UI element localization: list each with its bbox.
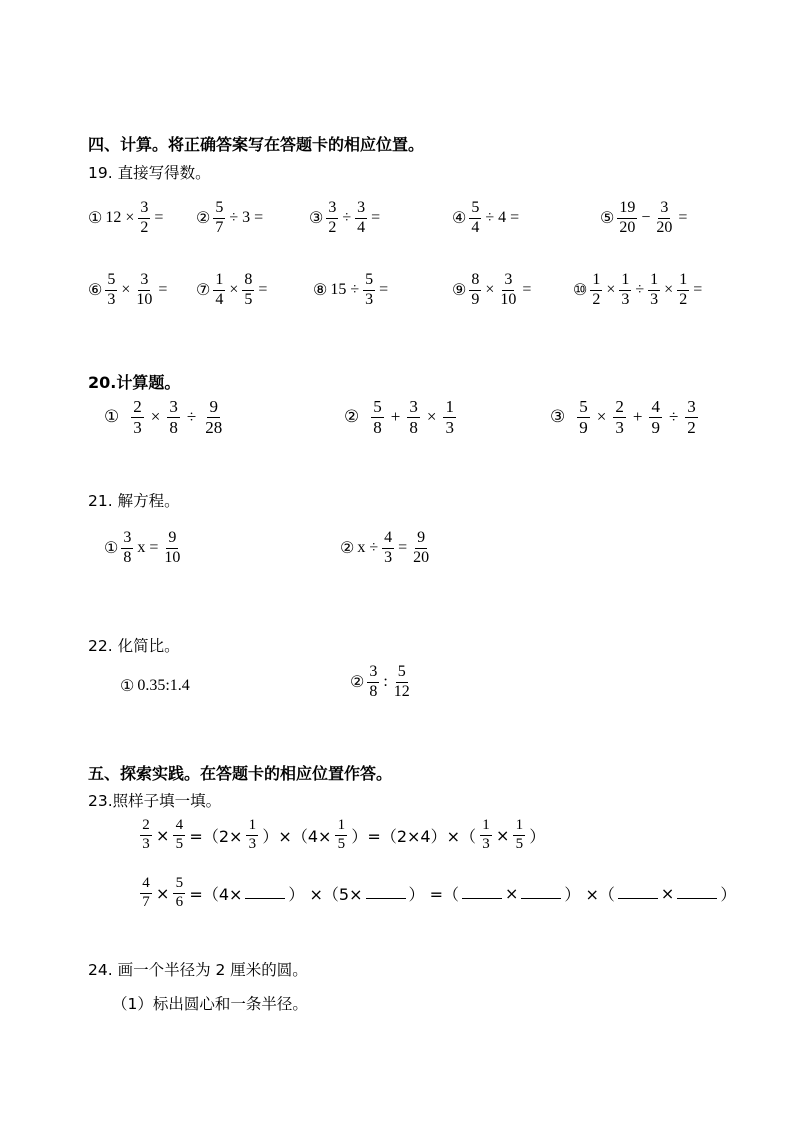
- numerator: 3: [121, 530, 133, 549]
- fraction: [162, 530, 182, 567]
- denominator: 3: [248, 835, 257, 852]
- math-symbol: ×: [150, 407, 161, 427]
- numerator: 3: [138, 200, 150, 219]
- denominator: 20: [413, 548, 430, 566]
- denominator: 5: [337, 835, 346, 852]
- math-symbol: =: [254, 209, 264, 227]
- math-symbol: ）: [720, 884, 737, 904]
- numerator: 1: [619, 272, 631, 291]
- denominator: 28: [205, 417, 223, 437]
- item-number: ④: [452, 210, 467, 228]
- denominator: 3: [384, 548, 393, 566]
- math-symbol: =: [379, 281, 389, 299]
- numerator: 2: [133, 397, 142, 416]
- denominator: 20: [656, 218, 673, 236]
- denominator: 9: [651, 417, 660, 437]
- math-symbol: +: [632, 407, 643, 427]
- denominator: 3: [621, 290, 630, 308]
- q21-title: 21. 解方程。: [88, 492, 180, 510]
- numerator: 4: [651, 397, 660, 416]
- fraction: [173, 876, 185, 911]
- fraction: [140, 876, 152, 911]
- numerator: 1: [590, 272, 602, 291]
- numerator: 19: [617, 200, 637, 219]
- fraction: [619, 272, 631, 309]
- fraction: [654, 200, 674, 237]
- math-symbol: ×: [664, 281, 674, 299]
- denominator: 3: [650, 290, 659, 308]
- denominator: 10: [136, 290, 153, 308]
- denominator: 5: [175, 835, 184, 852]
- denominator: 3: [133, 417, 142, 437]
- q24-sub1: （1）标出圆心和一条半径。: [112, 995, 308, 1013]
- q19-title: 19. 直接写得数。: [88, 164, 211, 182]
- numerator: 5: [105, 272, 117, 291]
- math-symbol: 4: [498, 209, 507, 227]
- item-number: ⑧: [313, 282, 328, 300]
- numerator: 1: [246, 818, 258, 836]
- math-symbol: ×: [121, 281, 131, 299]
- item-number: ③: [550, 407, 566, 427]
- numerator: 1: [648, 272, 660, 291]
- numerator: 5: [579, 397, 588, 416]
- numerator: 3: [502, 272, 514, 291]
- denominator: 8: [409, 417, 418, 437]
- math-symbol: ÷: [350, 281, 360, 299]
- denominator: 5: [515, 835, 524, 852]
- numerator: 3: [169, 397, 178, 416]
- denominator: 8: [369, 682, 378, 700]
- math-symbol: ×: [606, 281, 616, 299]
- fraction: [677, 272, 689, 309]
- item-number: ①: [120, 678, 135, 695]
- numerator: 3: [409, 397, 418, 416]
- q23-sample-row: [138, 818, 547, 853]
- numerator: 1: [335, 818, 347, 836]
- numerator: 5: [173, 876, 185, 894]
- q22-item: [120, 676, 192, 696]
- numerator: 3: [326, 200, 338, 219]
- item-number: ⑨: [452, 282, 467, 300]
- math-symbol: ×: [660, 883, 675, 903]
- fraction: [335, 818, 347, 853]
- math-symbol: =: [154, 209, 164, 227]
- fraction: [138, 200, 150, 237]
- math-symbol: =: [158, 281, 168, 299]
- q24-title: 24. 画一个半径为 2 厘米的圆。: [88, 961, 308, 979]
- math-symbol: =: [678, 209, 688, 227]
- fraction: [469, 200, 481, 237]
- fraction: [407, 398, 420, 437]
- fraction: [131, 398, 144, 437]
- math-symbol: ）=（2×4）×（: [351, 826, 476, 846]
- math-symbol: ×: [229, 281, 239, 299]
- math-symbol: ×: [156, 883, 170, 903]
- fraction: [363, 272, 375, 309]
- math-symbol: x: [137, 539, 146, 557]
- math-symbol: =: [371, 209, 381, 227]
- numerator: 8: [242, 272, 254, 291]
- numerator: 1: [213, 272, 225, 291]
- q19-item: [88, 272, 169, 309]
- math-symbol: =（4×: [189, 884, 243, 904]
- denominator: 3: [365, 290, 374, 308]
- fraction: [685, 398, 698, 437]
- fraction: [577, 398, 590, 437]
- item-number: ⑥: [88, 282, 103, 300]
- item-number: ⑦: [196, 282, 211, 300]
- q23-title: 23.照样子填一填。: [88, 792, 222, 810]
- q23-fill-row: [138, 876, 738, 911]
- item-number: ⑤: [600, 210, 615, 228]
- q19-item: [309, 200, 382, 237]
- q19-item: [88, 200, 165, 237]
- denominator: 4: [215, 290, 224, 308]
- math-symbol: +: [390, 407, 401, 427]
- math-symbol: =: [510, 209, 520, 227]
- math-symbol: ÷: [485, 209, 495, 227]
- numerator: 4: [173, 818, 185, 836]
- fraction: [469, 272, 481, 309]
- q19-item: [196, 200, 265, 237]
- section4-heading: 四、计算。将正确答案写在答题卡的相应位置。: [88, 135, 425, 154]
- answer-blank: [462, 888, 502, 899]
- numerator: 8: [469, 272, 481, 291]
- numerator: 9: [166, 530, 178, 549]
- denominator: 9: [471, 290, 480, 308]
- fraction: [140, 818, 152, 853]
- item-number: ⑩: [573, 282, 588, 300]
- fraction: [649, 398, 662, 437]
- q22-item: [350, 664, 414, 701]
- q20-item: [104, 398, 226, 437]
- denominator: 5: [244, 290, 253, 308]
- numerator: 1: [513, 818, 525, 836]
- fraction: [203, 398, 224, 437]
- denominator: 2: [328, 218, 337, 236]
- fraction: [105, 272, 117, 309]
- fraction: [480, 818, 492, 853]
- numerator: 3: [355, 200, 367, 219]
- math-symbol: ÷: [635, 281, 645, 299]
- item-number: ①: [104, 540, 119, 558]
- denominator: 9: [579, 417, 588, 437]
- denominator: 4: [471, 218, 480, 236]
- denominator: 3: [107, 290, 116, 308]
- q19-item: [196, 272, 269, 309]
- math-symbol: ÷: [369, 539, 379, 557]
- denominator: 3: [482, 835, 490, 852]
- numerator: 2: [140, 818, 152, 836]
- denominator: 10: [500, 290, 517, 308]
- q19-item: [600, 200, 689, 237]
- fraction: [367, 664, 379, 701]
- math-symbol: =: [398, 539, 408, 557]
- answer-blank: [245, 888, 285, 899]
- numerator: 4: [382, 530, 394, 549]
- math-symbol: ） =（: [408, 884, 459, 904]
- fraction: [355, 200, 367, 237]
- q22-title: 22. 化简比。: [88, 637, 180, 655]
- denominator: 7: [142, 893, 150, 910]
- math-symbol: ×: [485, 281, 495, 299]
- numerator: 1: [677, 272, 689, 291]
- section5-heading: 五、探索实践。在答题卡的相应位置作答。: [88, 764, 393, 783]
- denominator: 2: [592, 290, 601, 308]
- math-symbol: ） ×（5×: [288, 884, 363, 904]
- numerator: 5: [213, 200, 225, 219]
- math-symbol: =: [258, 281, 268, 299]
- math-symbol: ×: [505, 883, 519, 903]
- math-symbol: 15: [330, 281, 347, 299]
- math-symbol: =: [522, 281, 532, 299]
- fraction: [443, 398, 456, 437]
- fraction: [134, 272, 154, 309]
- q19-item: [452, 200, 521, 237]
- item-number: ②: [350, 674, 365, 692]
- math-symbol: ×: [426, 407, 437, 427]
- denominator: 6: [175, 893, 184, 910]
- answer-blank: [366, 888, 406, 899]
- answer-blank: [521, 888, 561, 899]
- math-symbol: ÷: [668, 407, 679, 427]
- fraction: [513, 818, 525, 853]
- fraction: [326, 200, 338, 237]
- math-symbol: 12: [105, 209, 122, 227]
- item-number: ③: [309, 210, 324, 228]
- math-symbol: ÷: [229, 209, 239, 227]
- item-number: ②: [196, 210, 211, 228]
- denominator: 10: [164, 548, 181, 566]
- q21-item: [104, 530, 184, 567]
- fraction: [590, 272, 602, 309]
- fraction: [173, 818, 185, 853]
- math-symbol: x: [357, 539, 366, 557]
- numerator: 5: [469, 200, 481, 219]
- math-symbol: 3: [242, 209, 251, 227]
- numerator: 9: [209, 397, 218, 416]
- numerator: 3: [658, 200, 670, 219]
- denominator: 8: [123, 548, 132, 566]
- numerator: 4: [140, 876, 152, 894]
- denominator: 2: [140, 218, 149, 236]
- q19-item: [313, 272, 390, 309]
- math-symbol: ×: [496, 825, 510, 845]
- q20-item: [344, 398, 458, 437]
- item-number: ①: [88, 210, 103, 228]
- denominator: 4: [357, 218, 366, 236]
- denominator: 7: [215, 218, 224, 236]
- fraction: [242, 272, 254, 309]
- math-symbol: ）×（4×: [262, 826, 332, 846]
- q20-title: 20.计算题。: [88, 373, 181, 392]
- math-symbol: =: [149, 539, 159, 557]
- math-symbol: ÷: [342, 209, 352, 227]
- q21-item: [340, 530, 433, 567]
- math-symbol: −: [641, 209, 651, 227]
- answer-blank: [618, 888, 658, 899]
- fraction: [498, 272, 518, 309]
- denominator: 3: [445, 417, 454, 437]
- fraction: [121, 530, 133, 567]
- denominator: 20: [619, 218, 636, 236]
- numerator: 1: [445, 397, 454, 416]
- math-symbol: 0.35:1.4: [137, 677, 190, 694]
- item-number: ②: [340, 540, 355, 558]
- denominator: 3: [615, 417, 624, 437]
- math-symbol: =（2×: [189, 826, 243, 846]
- denominator: 2: [687, 417, 696, 437]
- math-symbol: =: [693, 281, 703, 299]
- numerator: 3: [367, 664, 379, 683]
- fraction: [617, 200, 637, 237]
- math-symbol: :: [383, 673, 388, 691]
- numerator: 5: [363, 272, 375, 291]
- math-symbol: ） ×（: [564, 884, 615, 904]
- numerator: 2: [615, 397, 624, 416]
- denominator: 2: [679, 290, 688, 308]
- fraction: [392, 664, 412, 701]
- fraction: [213, 200, 225, 237]
- q19-item: [452, 272, 533, 309]
- q19-item: [573, 272, 704, 309]
- q20-item: [550, 398, 700, 437]
- item-number: ①: [104, 407, 120, 427]
- denominator: 8: [373, 417, 382, 437]
- math-symbol: ×: [125, 209, 135, 227]
- math-symbol: ×: [596, 407, 607, 427]
- math-symbol: ÷: [186, 407, 197, 427]
- numerator: 1: [480, 818, 492, 836]
- math-symbol: ）: [529, 826, 546, 846]
- numerator: 3: [138, 272, 150, 291]
- denominator: 8: [169, 417, 178, 437]
- numerator: 5: [373, 397, 382, 416]
- denominator: 12: [393, 682, 410, 700]
- math-symbol: ×: [156, 825, 170, 845]
- fraction: [246, 818, 258, 853]
- denominator: 3: [142, 835, 150, 852]
- fraction: [371, 398, 384, 437]
- item-number: ②: [344, 407, 360, 427]
- fraction: [213, 272, 225, 309]
- numerator: 5: [396, 664, 408, 683]
- answer-blank: [677, 888, 717, 899]
- numerator: 3: [687, 397, 696, 416]
- fraction: [411, 530, 431, 567]
- fraction: [613, 398, 626, 437]
- fraction: [648, 272, 660, 309]
- fraction: [167, 398, 180, 437]
- numerator: 9: [415, 530, 427, 549]
- fraction: [382, 530, 394, 567]
